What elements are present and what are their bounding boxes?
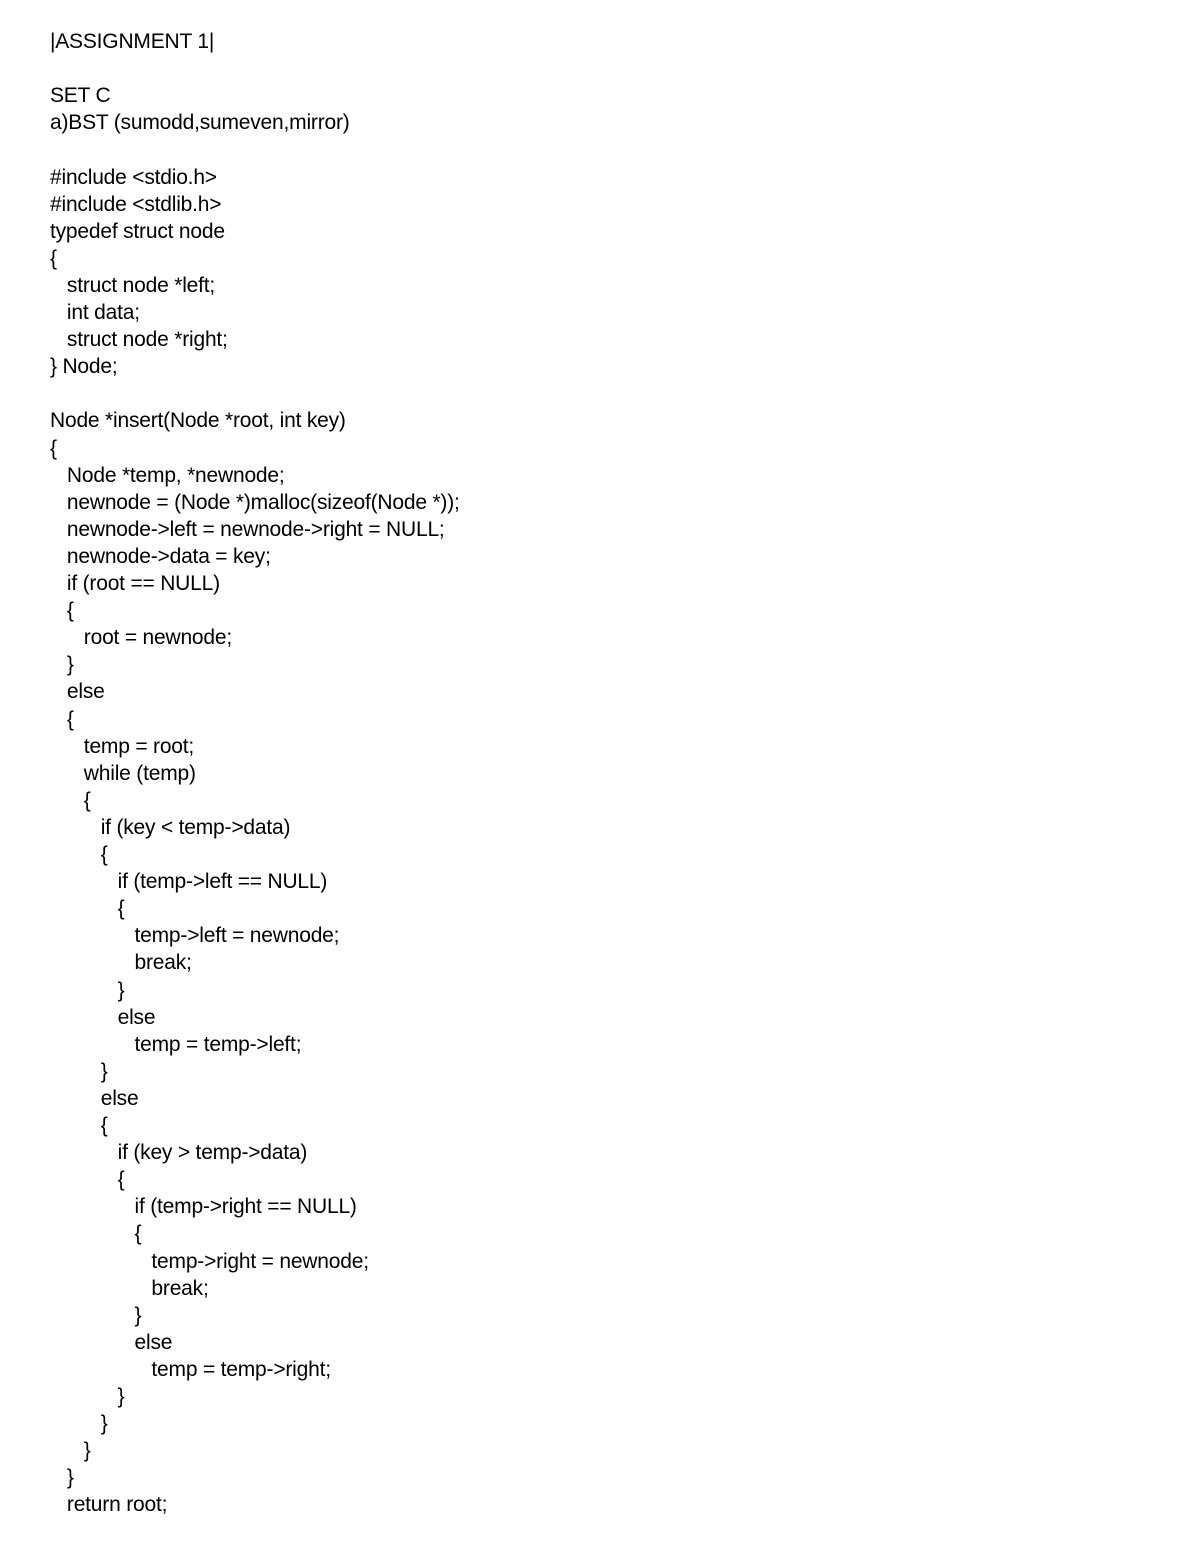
code-line: }: [50, 1059, 108, 1083]
code-line: newnode = (Node *)malloc(sizeof(Node *));: [50, 490, 460, 514]
code-line: }: [50, 978, 125, 1002]
code-line: temp = root;: [50, 734, 195, 758]
code-line: {: [50, 707, 74, 731]
code-line: {: [50, 1114, 108, 1137]
code-line: struct node *right;: [50, 328, 228, 352]
code-line: } Node;: [50, 355, 118, 379]
code-line: }: [50, 1385, 125, 1408]
code-line: while (temp): [50, 761, 196, 785]
code-line: #include <stdlib.h>: [50, 192, 222, 216]
code-line: int data;: [50, 301, 140, 324]
code-line: else: [50, 680, 105, 704]
code-line: Node *insert(Node *root, int key): [50, 409, 346, 433]
code-line: break;: [50, 951, 192, 975]
code-line: SET C: [50, 84, 111, 108]
code-line: Node *temp, *newnode;: [50, 463, 285, 487]
code-line: return root;: [50, 1493, 168, 1517]
code-line: {: [50, 246, 57, 270]
code-line: temp->left = newnode;: [50, 924, 340, 948]
code-line: else: [50, 1005, 156, 1029]
code-line: }: [50, 1303, 142, 1327]
code-line: if (temp->left == NULL): [50, 870, 328, 894]
code-line: newnode->left = newnode->right = NULL;: [50, 517, 445, 541]
code-line: }: [50, 1412, 108, 1436]
code-line: }: [50, 1466, 74, 1490]
code-line: #include <stdio.h>: [50, 165, 217, 189]
code-line: }: [50, 1439, 91, 1463]
code-line: break;: [50, 1276, 209, 1300]
code-line: {: [50, 843, 108, 866]
code-line: {: [50, 1222, 142, 1246]
code-line: temp = temp->left;: [50, 1032, 302, 1056]
code-line: temp->right = newnode;: [50, 1249, 369, 1273]
code-line: typedef struct node: [50, 219, 225, 243]
code-line: else: [50, 1086, 139, 1110]
code-line: if (key < temp->data): [50, 815, 291, 839]
code-line: a)BST (sumodd,sumeven,mirror): [50, 111, 350, 135]
code-line: }: [50, 653, 74, 677]
document-title: |ASSIGNMENT 1|: [50, 30, 215, 53]
code-line: root = newnode;: [50, 626, 233, 650]
code-line: {: [50, 788, 91, 812]
code-line: if (root == NULL): [50, 572, 220, 595]
code-line: {: [50, 897, 125, 921]
code-line: {: [50, 599, 74, 623]
code-line: newnode->data = key;: [50, 544, 271, 568]
code-line: {: [50, 436, 57, 460]
code-line: if (temp->right == NULL): [50, 1195, 357, 1219]
code-line: if (key > temp->data): [50, 1141, 308, 1165]
code-line: temp = temp->right;: [50, 1357, 331, 1381]
code-line: struct node *left;: [50, 273, 216, 297]
code-line: {: [50, 1168, 125, 1192]
code-line: else: [50, 1330, 173, 1354]
